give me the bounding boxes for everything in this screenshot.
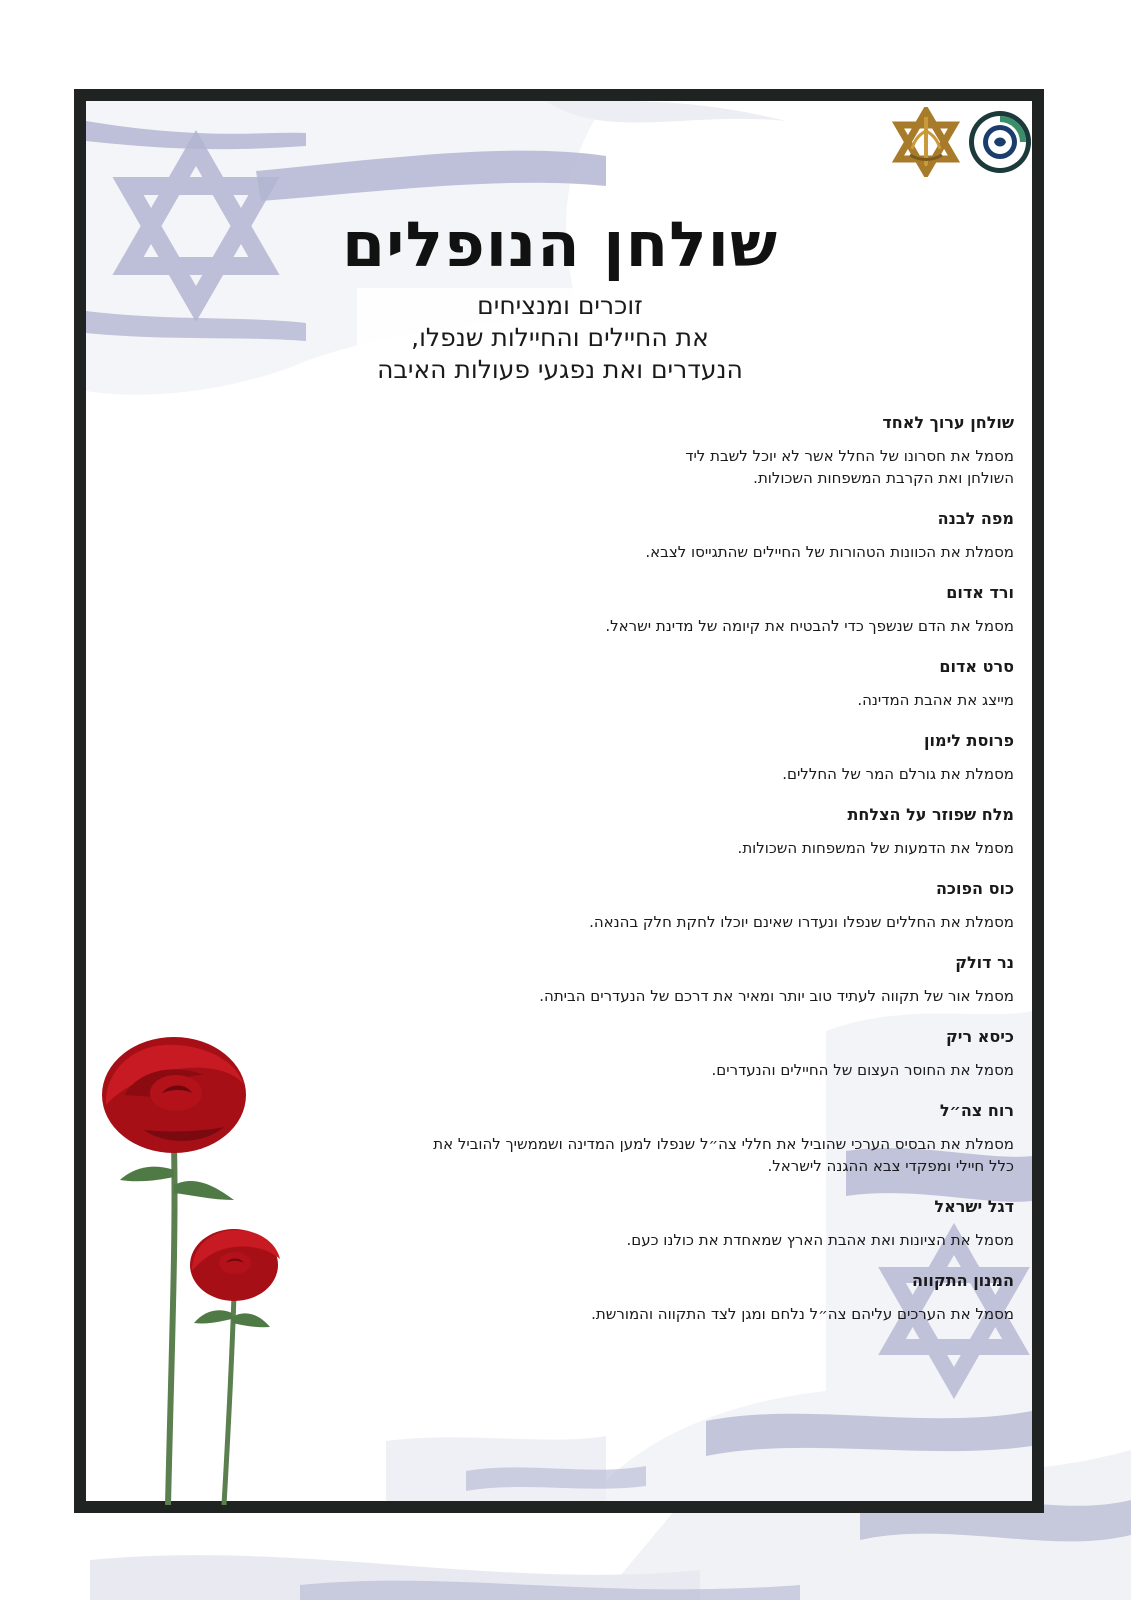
symbol-item-anthem xyxy=(414,1270,1014,1325)
rose-stem xyxy=(224,1295,234,1505)
symbol-title: נר דולק xyxy=(955,953,1014,972)
symbol-description: מסמלת את הכוונות הטהורות של החיילים שהתגייסו לצבא. xyxy=(645,543,1014,561)
idf-emblem-icon xyxy=(890,107,962,177)
subtitle xyxy=(340,290,780,386)
symbol-description: השולחן ואת הקרבת המשפחות השכולות. xyxy=(753,469,1014,487)
symbol-description: מסמל את הדמעות של המשפחות השכולות. xyxy=(737,839,1014,857)
symbol-item-empty-chair xyxy=(414,1026,1014,1081)
symbol-item-red-ribbon xyxy=(414,656,1014,711)
symbol-item-table xyxy=(414,412,1014,489)
symbol-description: מסמלת את גורלם המר של החללים. xyxy=(782,765,1014,783)
rose-leaf xyxy=(194,1310,232,1323)
rose-bloom-small xyxy=(190,1229,280,1301)
subtitle-line-1: זוכרים ומנציחים xyxy=(477,291,643,320)
rose-stem xyxy=(168,1145,175,1505)
symbol-item-red-rose xyxy=(414,582,1014,637)
unit-emblem-icon xyxy=(966,107,1034,177)
symbol-title: רוח צה״ל xyxy=(939,1101,1014,1120)
symbol-description: מסמל את הציונות ואת אהבת הארץ שמאחדת את כולנו כעם. xyxy=(626,1231,1014,1249)
rose-bloom-large xyxy=(102,1037,246,1153)
symbol-title: המנון התקווה xyxy=(911,1271,1014,1290)
symbol-item-salt xyxy=(414,804,1014,859)
symbol-item-flag xyxy=(414,1196,1014,1251)
logos xyxy=(890,107,1036,179)
subtitle-line-2: את החיילים והחיילות שנפלו, xyxy=(411,323,709,352)
rose-leaf xyxy=(174,1181,234,1200)
symbol-item-candle xyxy=(414,952,1014,1007)
page-title: שולחן הנופלים xyxy=(342,208,778,281)
symbol-description: מסמל אור של תקווה לעתיד טוב יותר ומאיר את דרכם של הנעדרים הביתה. xyxy=(539,987,1014,1005)
symbol-title: דגל ישראל xyxy=(934,1197,1014,1216)
symbol-list xyxy=(414,412,1014,1344)
symbol-description: מסמל את החוסר העצום של החיילים והנעדרים. xyxy=(711,1061,1014,1079)
symbol-description: מסמל את הדם שנשפך כדי להבטיח את קיומה של מדינת ישראל. xyxy=(605,617,1014,635)
symbol-title: כוס הפוכה xyxy=(935,879,1014,898)
symbol-title: פרוסת לימון xyxy=(924,731,1014,750)
symbol-title: סרט אדום xyxy=(939,657,1014,676)
symbol-title: כיסא ריק xyxy=(946,1027,1014,1046)
symbol-description: מייצג את אהבת המדינה. xyxy=(857,691,1014,709)
symbol-title: מלח שפוזר על הצלחת xyxy=(847,805,1014,824)
symbol-description: מסמל את חסרונו של החלל אשר לא יוכל לשבת ליד xyxy=(685,447,1014,465)
symbol-item-lemon xyxy=(414,730,1014,785)
symbol-item-idf-spirit xyxy=(414,1100,1014,1177)
rose-leaf xyxy=(120,1167,174,1182)
subtitle-line-3: הנעדרים ואת נפגעי פעולות האיבה xyxy=(377,355,743,384)
symbol-item-white-cloth xyxy=(414,508,1014,563)
rose-leaf xyxy=(232,1313,270,1327)
symbol-description: כלל חיילי ומפקדי צבא ההגנה לישראל. xyxy=(767,1157,1014,1175)
symbol-title: מפה לבנה xyxy=(937,509,1014,528)
symbol-title: שולחן ערוך לאחד xyxy=(882,413,1014,432)
symbol-description: מסמלת את החללים שנפלו ונעדרו שאינם יוכלו לחקת חלק בהנאה. xyxy=(589,913,1014,931)
symbol-title: ורד אדום xyxy=(946,583,1014,602)
symbol-description: מסמלת את הבסיס הערכי שהוביל את חללי צה״ל שנפלו למען המדינה ושממשיך להוביל את xyxy=(433,1135,1014,1153)
red-roses-illustration xyxy=(84,1035,304,1505)
symbol-description: מסמל את הערכים עליהם צה״ל נלחם ומגן לצד התקווה והמורשת. xyxy=(591,1305,1014,1323)
symbol-item-inverted-glass xyxy=(414,878,1014,933)
